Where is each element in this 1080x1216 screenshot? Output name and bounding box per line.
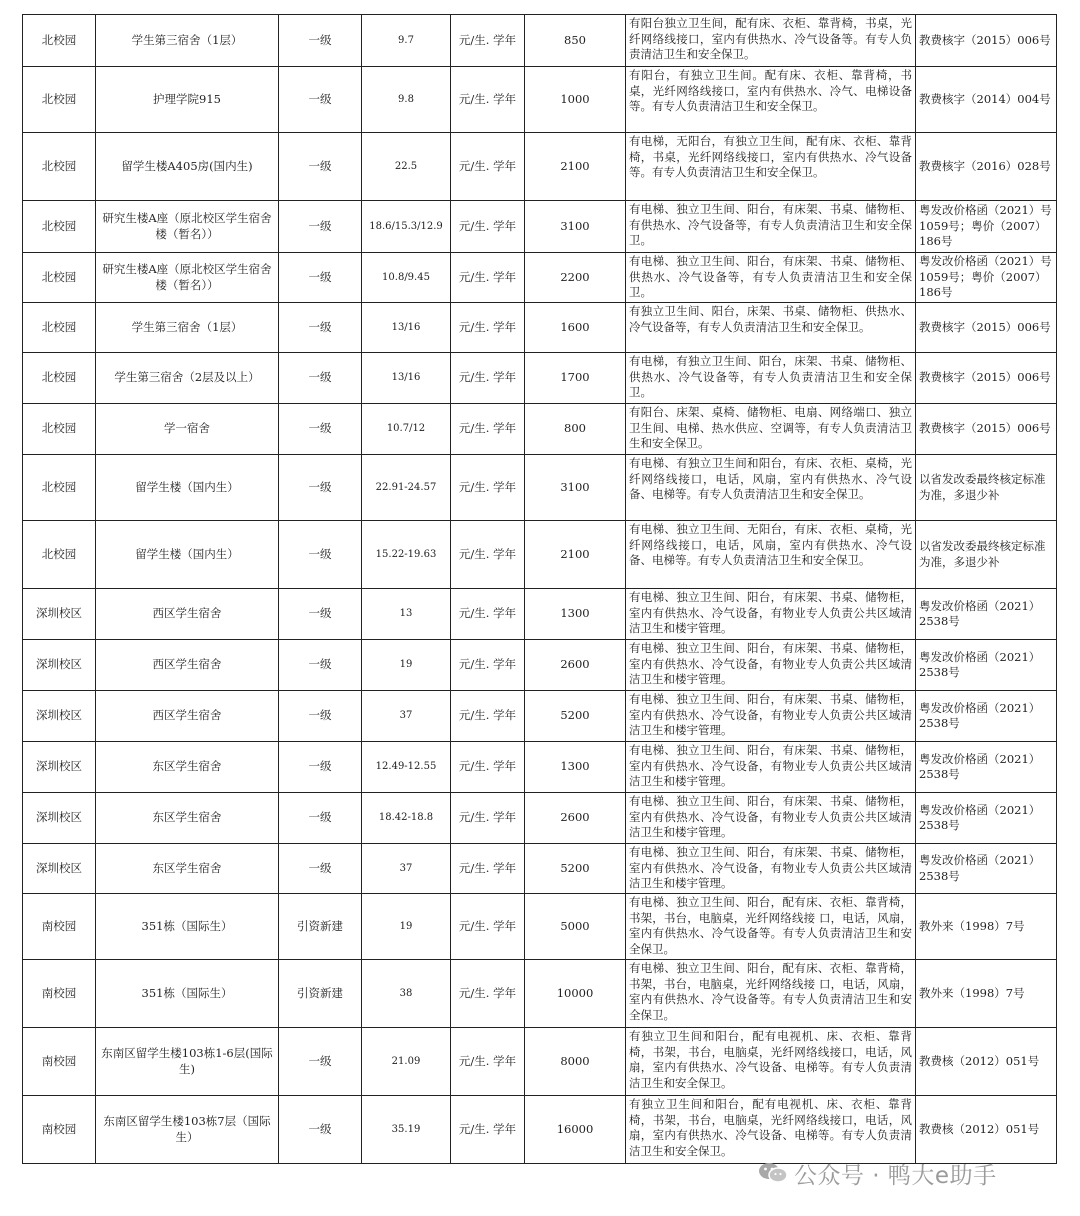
cell-unit: 元/生. 学年 [451, 521, 525, 589]
cell-building: 学生第三宿舍（1层） [96, 303, 279, 353]
cell-level: 一级 [279, 793, 362, 844]
cell-unit: 元/生. 学年 [451, 894, 525, 960]
cell-rate: 37 [362, 844, 451, 894]
table-row [23, 521, 1057, 589]
cell-level: 一级 [279, 404, 362, 455]
cell-building: 留学生楼（国内生） [96, 521, 279, 589]
cell-level: 引资新建 [279, 894, 362, 960]
cell-price: 2100 [525, 133, 626, 201]
cell-unit: 元/生. 学年 [451, 67, 525, 133]
cell-unit: 元/生. 学年 [451, 201, 525, 253]
cell-price: 1600 [525, 303, 626, 353]
cell-building: 西区学生宿舍 [96, 589, 279, 640]
cell-price: 5000 [525, 894, 626, 960]
cell-description: 有电梯、独立卫生间、阳台，配有床、衣柜、靠背椅，书架，书台，电脑桌，光纤网络线接 口，电话，风扇，室内有供热水、冷气设备等。有专人负责清洁卫生和安全保卫。 [626, 960, 916, 1028]
cell-rate: 13/16 [362, 303, 451, 353]
cell-campus: 深圳校区 [23, 691, 96, 742]
cell-description: 有阳台独立卫生间，配有床、衣柜、靠背椅，书桌，光纤网络线接口，室内有供热水、冷气设备等。有专人负责清洁卫生和安全保卫。 [626, 15, 916, 67]
cell-price: 1700 [525, 353, 626, 404]
cell-unit: 元/生. 学年 [451, 404, 525, 455]
cell-description: 有电梯、独立卫生间、阳台，有床架、书桌、储物柜、供热水、冷气设备等，有专人负责清洁卫生和安全保卫。 [626, 253, 916, 303]
cell-campus: 南校园 [23, 1028, 96, 1096]
table-row [23, 844, 1057, 894]
table-row [23, 15, 1057, 67]
cell-campus: 深圳校区 [23, 793, 96, 844]
cell-description: 有电梯、独立卫生间、阳台，有床架、书桌、储物柜，室内有供热水、冷气设备，有物业专人负责公共区域清洁卫生和楼宇管理。 [626, 793, 916, 844]
cell-document-no: 粤发改价格函（2021）号1059号；粤价（2007）186号 [916, 253, 1057, 303]
table-row [23, 404, 1057, 455]
cell-price: 1300 [525, 589, 626, 640]
cell-building: 留学生楼（国内生） [96, 455, 279, 521]
cell-description: 有电梯、独立卫生间、无阳台，有床、衣柜、桌椅，光纤网络线接口，电话，风扇，室内有供热水、冷气设备、电梯等。有专人负责清洁卫生和安全保卫。 [626, 521, 916, 589]
cell-description: 有独立卫生间和阳台，配有电视机、床、衣柜、靠背椅，书架，书台，电脑桌，光纤网络线接口，电话，风扇，室内有供热水、冷气设备、电梯等。有专人负责清洁卫生和安全保卫。 [626, 1096, 916, 1164]
cell-level: 一级 [279, 1028, 362, 1096]
cell-level: 一级 [279, 455, 362, 521]
cell-building: 西区学生宿舍 [96, 691, 279, 742]
cell-building: 西区学生宿舍 [96, 640, 279, 691]
cell-level: 一级 [279, 67, 362, 133]
cell-unit: 元/生. 学年 [451, 742, 525, 793]
cell-unit: 元/生. 学年 [451, 1096, 525, 1164]
table-row [23, 691, 1057, 742]
table-row [23, 133, 1057, 201]
cell-campus: 北校园 [23, 404, 96, 455]
cell-building: 东区学生宿舍 [96, 742, 279, 793]
cell-document-no: 教费核（2012）051号 [916, 1028, 1057, 1096]
cell-level: 一级 [279, 1096, 362, 1164]
cell-price: 10000 [525, 960, 626, 1028]
cell-unit: 元/生. 学年 [451, 353, 525, 404]
cell-level: 一级 [279, 691, 362, 742]
cell-price: 2600 [525, 640, 626, 691]
cell-rate: 18.42-18.8 [362, 793, 451, 844]
cell-document-no: 粤发改价格函（2021）2538号 [916, 640, 1057, 691]
cell-level: 一级 [279, 353, 362, 404]
wechat-icon [758, 1162, 788, 1184]
cell-rate: 10.7/12 [362, 404, 451, 455]
cell-level: 一级 [279, 15, 362, 67]
cell-unit: 元/生. 学年 [451, 303, 525, 353]
cell-document-no: 教费核字（2015）006号 [916, 303, 1057, 353]
cell-building: 研究生楼A座（原北校区学生宿舍楼（暂名）） [96, 201, 279, 253]
cell-price: 3100 [525, 455, 626, 521]
table-row [23, 67, 1057, 133]
cell-price: 1000 [525, 67, 626, 133]
cell-description: 有电梯、独立卫生间、阳台，有床架、书桌、储物柜，室内有供热水、冷气设备，有物业专人负责公共区域清洁卫生和楼宇管理。 [626, 589, 916, 640]
cell-unit: 元/生. 学年 [451, 793, 525, 844]
cell-rate: 21.09 [362, 1028, 451, 1096]
cell-description: 有阳台，有独立卫生间。配有床、衣柜、靠背椅，书桌，光纤网络线接口，室内有供热水、冷气、电梯设备等。有专人负责清洁卫生和安全保卫。 [626, 67, 916, 133]
cell-campus: 北校园 [23, 353, 96, 404]
dormitory-fee-table [22, 14, 1057, 1164]
cell-rate: 35.19 [362, 1096, 451, 1164]
cell-document-no: 教费核字（2014）004号 [916, 67, 1057, 133]
cell-document-no: 粤发改价格函（2021）2538号 [916, 589, 1057, 640]
cell-campus: 北校园 [23, 133, 96, 201]
cell-unit: 元/生. 学年 [451, 133, 525, 201]
cell-building: 351栋（国际生） [96, 960, 279, 1028]
cell-description: 有独立卫生间和阳台，配有电视机、床、衣柜、靠背椅，书架，书台，电脑桌，光纤网络线接口，电话，风扇，室内有供热水、冷气设备、电梯等。有专人负责清洁卫生和安全保卫。 [626, 1028, 916, 1096]
cell-document-no: 以省发改委最终核定标准为准，多退少补 [916, 521, 1057, 589]
cell-level: 一级 [279, 589, 362, 640]
cell-unit: 元/生. 学年 [451, 640, 525, 691]
table-row [23, 589, 1057, 640]
cell-description: 有电梯、独立卫生间、阳台，有床架、书桌、储物柜、有供热水、冷气设备等，有专人负责清洁卫生和安全保卫。 [626, 201, 916, 253]
cell-rate: 15.22-19.63 [362, 521, 451, 589]
cell-level: 一级 [279, 521, 362, 589]
table-body [23, 15, 1057, 1164]
cell-description: 有独立卫生间、阳台，床架、书桌、储物柜、供热水、冷气设备等，有专人负责清洁卫生和安全保卫。 [626, 303, 916, 353]
cell-campus: 北校园 [23, 253, 96, 303]
cell-building: 东区学生宿舍 [96, 793, 279, 844]
table-row [23, 201, 1057, 253]
cell-campus: 北校园 [23, 15, 96, 67]
table-row [23, 960, 1057, 1028]
cell-rate: 13 [362, 589, 451, 640]
cell-rate: 13/16 [362, 353, 451, 404]
cell-unit: 元/生. 学年 [451, 455, 525, 521]
cell-building: 学一宿舍 [96, 404, 279, 455]
cell-document-no: 教费核（2012）051号 [916, 1096, 1057, 1164]
table-row [23, 793, 1057, 844]
cell-building: 学生第三宿舍（1层） [96, 15, 279, 67]
cell-description: 有电梯、独立卫生间、阳台，配有床、衣柜、靠背椅，书架，书台，电脑桌，光纤网络线接 口，电话，风扇，室内有供热水、冷气设备等。有专人负责清洁卫生和安全保卫。 [626, 894, 916, 960]
cell-document-no: 粤发改价格函（2021）2538号 [916, 742, 1057, 793]
cell-price: 5200 [525, 691, 626, 742]
cell-rate: 37 [362, 691, 451, 742]
cell-rate: 12.49-12.55 [362, 742, 451, 793]
table-row [23, 303, 1057, 353]
cell-description: 有电梯、独立卫生间、阳台，有床架、书桌、储物柜，室内有供热水、冷气设备，有物业专人负责公共区域清洁卫生和楼宇管理。 [626, 742, 916, 793]
table-row [23, 253, 1057, 303]
cell-level: 一级 [279, 201, 362, 253]
cell-building: 护理学院915 [96, 67, 279, 133]
cell-level: 一级 [279, 742, 362, 793]
cell-price: 16000 [525, 1096, 626, 1164]
cell-description: 有电梯，有独立卫生间、阳台，床架、书桌、储物柜、供热水、冷气设备等，有专人负责清洁卫生和安全保卫。 [626, 353, 916, 404]
cell-building: 351栋（国际生） [96, 894, 279, 960]
cell-unit: 元/生. 学年 [451, 844, 525, 894]
cell-campus: 北校园 [23, 521, 96, 589]
cell-description: 有阳台、床架、桌椅、储物柜、电扇、网络端口、独立卫生间、电梯、热水供应、空调等，有专人负责清洁卫生和安全保卫。 [626, 404, 916, 455]
cell-unit: 元/生. 学年 [451, 960, 525, 1028]
cell-campus: 北校园 [23, 455, 96, 521]
cell-rate: 9.7 [362, 15, 451, 67]
cell-document-no: 教费核字（2016）028号 [916, 133, 1057, 201]
cell-rate: 22.91-24.57 [362, 455, 451, 521]
cell-price: 1300 [525, 742, 626, 793]
cell-document-no: 教费核字（2015）006号 [916, 404, 1057, 455]
cell-description: 有电梯，无阳台，有独立卫生间，配有床、衣柜、靠背椅，书桌，光纤网络线接口，室内有供热水、冷气设备等。有专人负责清洁卫生和安全保卫。 [626, 133, 916, 201]
cell-rate: 38 [362, 960, 451, 1028]
cell-building: 学生第三宿舍（2层及以上） [96, 353, 279, 404]
cell-level: 一级 [279, 133, 362, 201]
cell-document-no: 粤发改价格函（2021）2538号 [916, 691, 1057, 742]
cell-campus: 北校园 [23, 67, 96, 133]
cell-price: 850 [525, 15, 626, 67]
cell-campus: 南校园 [23, 894, 96, 960]
watermark [758, 1156, 997, 1190]
table-row [23, 455, 1057, 521]
cell-level: 一级 [279, 844, 362, 894]
cell-campus: 深圳校区 [23, 742, 96, 793]
cell-building: 留学生楼A405房(国内生) [96, 133, 279, 201]
cell-unit: 元/生. 学年 [451, 15, 525, 67]
cell-document-no: 粤发改价格函（2021）2538号 [916, 793, 1057, 844]
cell-campus: 深圳校区 [23, 640, 96, 691]
cell-document-no: 教费核字（2015）006号 [916, 15, 1057, 67]
cell-unit: 元/生. 学年 [451, 589, 525, 640]
cell-building: 东区学生宿舍 [96, 844, 279, 894]
cell-price: 800 [525, 404, 626, 455]
cell-building: 东南区留学生楼103栋1-6层(国际生) [96, 1028, 279, 1096]
cell-rate: 18.6/15.3/12.9 [362, 201, 451, 253]
cell-campus: 深圳校区 [23, 589, 96, 640]
cell-price: 3100 [525, 201, 626, 253]
cell-level: 引资新建 [279, 960, 362, 1028]
cell-campus: 南校园 [23, 1096, 96, 1164]
cell-building: 东南区留学生楼103栋7层（国际生） [96, 1096, 279, 1164]
cell-campus: 南校园 [23, 960, 96, 1028]
cell-rate: 22.5 [362, 133, 451, 201]
cell-description: 有电梯、独立卫生间、阳台，有床架、书桌、储物柜，室内有供热水、冷气设备，有物业专人负责公共区域清洁卫生和楼宇管理。 [626, 844, 916, 894]
watermark-text: 公众号 · 鸭大e助手 [794, 1162, 997, 1189]
cell-document-no: 教外来（1998）7号 [916, 894, 1057, 960]
cell-rate: 19 [362, 894, 451, 960]
cell-unit: 元/生. 学年 [451, 253, 525, 303]
cell-description: 有电梯、有独立卫生间和阳台，有床、衣柜、桌椅，光纤网络线接口，电话，风扇，室内有供热水、冷气设备、电梯等。有专人负责清洁卫生和安全保卫。 [626, 455, 916, 521]
cell-building: 研究生楼A座（原北校区学生宿舍楼（暂名）） [96, 253, 279, 303]
cell-price: 8000 [525, 1028, 626, 1096]
cell-unit: 元/生. 学年 [451, 1028, 525, 1096]
cell-price: 2600 [525, 793, 626, 844]
table-row [23, 1028, 1057, 1096]
cell-campus: 深圳校区 [23, 844, 96, 894]
cell-document-no: 粤发改价格函（2021）2538号 [916, 844, 1057, 894]
cell-price: 5200 [525, 844, 626, 894]
cell-unit: 元/生. 学年 [451, 691, 525, 742]
cell-document-no: 粤发改价格函（2021）号1059号；粤价（2007）186号 [916, 201, 1057, 253]
table-row [23, 353, 1057, 404]
cell-description: 有电梯、独立卫生间、阳台，有床架、书桌、储物柜，室内有供热水、冷气设备，有物业专人负责公共区域清洁卫生和楼宇管理。 [626, 640, 916, 691]
cell-campus: 北校园 [23, 303, 96, 353]
table-row [23, 640, 1057, 691]
cell-campus: 北校园 [23, 201, 96, 253]
cell-rate: 19 [362, 640, 451, 691]
cell-document-no: 教外来（1998）7号 [916, 960, 1057, 1028]
cell-price: 2100 [525, 521, 626, 589]
cell-rate: 9.8 [362, 67, 451, 133]
cell-level: 一级 [279, 303, 362, 353]
table-row [23, 1096, 1057, 1164]
cell-document-no: 以省发改委最终核定标准为准，多退少补 [916, 455, 1057, 521]
cell-price: 2200 [525, 253, 626, 303]
table-row [23, 894, 1057, 960]
cell-level: 一级 [279, 640, 362, 691]
cell-level: 一级 [279, 253, 362, 303]
cell-document-no: 教费核字（2015）006号 [916, 353, 1057, 404]
cell-rate: 10.8/9.45 [362, 253, 451, 303]
table-row [23, 742, 1057, 793]
cell-description: 有电梯、独立卫生间、阳台，有床架、书桌、储物柜，室内有供热水、冷气设备，有物业专人负责公共区域清洁卫生和楼宇管理。 [626, 691, 916, 742]
